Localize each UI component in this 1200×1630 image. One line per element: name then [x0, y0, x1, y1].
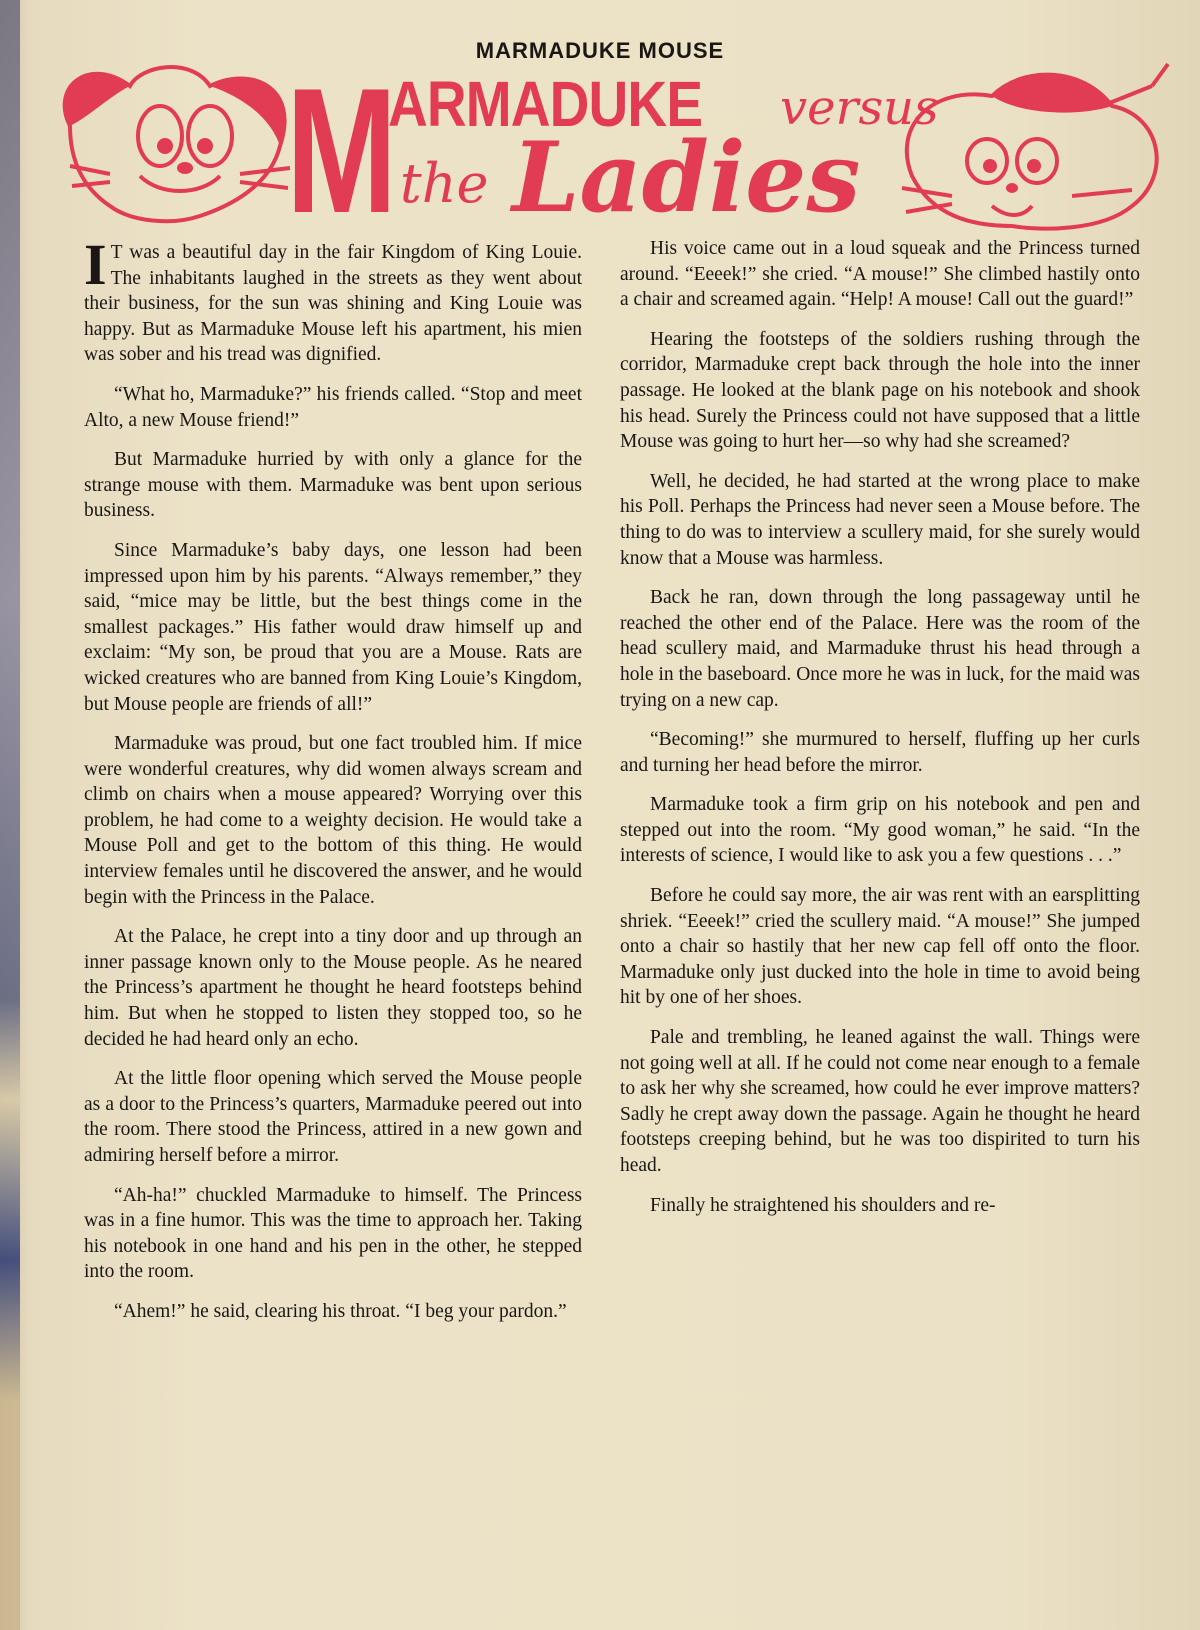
paragraph: I T was a beautiful day in the fair Kingdom of King Louie. The inhabitants laughed in the streets as they went about their business, for the sun was shining and King Louie was happy. But as Marmaduke Mouse left his apartment, his mien was sober and his tread was dignified. — [84, 232, 582, 366]
paragraph: Back he ran, down through the long passageway until he reached the other end of the Palace. Here was the room of the head scullery maid, and Marmaduke thrust his head through a hole in the baseboard. Once more he was in luck, for the maid was trying on a new cap. — [620, 587, 1140, 711]
paragraph: “Ahem!” he said, clearing his throat. “I beg your pardon.” — [114, 1300, 567, 1322]
paragraph: Marmaduke was proud, but one fact troubled him. If mice were wonderful creatures, why did women always scream and climb on chairs when a mouse appeared? Worrying over this problem, he had come to a weighty decision. He would take a Mouse Poll and get to the bottom of this thing. He would interview females until he discovered the answer, and he would begin with the Princess in the Palace. — [84, 733, 582, 908]
paragraph: Since Marmaduke’s baby days, one lesson had been impressed upon him by his parents. “Always remember,” they said, “mice may be little, but the best things come in the smallest packages.” His father would draw himself up and exclaim: “My son, be proud that you are a Mouse. Rats are wicked creatures who are banned from King Louie’s Kingdom, but Mouse people are friends of all!” — [84, 539, 582, 715]
paragraph: Pale and trembling, he leaned against the wall. Things were not going well at all. If he could not come near enough to a female to ask her why she screamed, how could he ever improve matters? Sadly he crept away down the passage. Again he thought he heard footsteps creeping behind, but he was too dispirited to turn his head. — [620, 1027, 1140, 1176]
paragraph: “Becoming!” she murmured to herself, fluffing up her curls and turning her head before the mirror. — [620, 729, 1140, 776]
marmaduke-mouse-illustration — [50, 56, 300, 226]
story-column-left — [84, 232, 582, 1339]
drop-cap: I — [84, 232, 107, 297]
paragraph: His voice came out in a loud squeak and the Princess turned around. “Eeeek!” she cried. “A mouse!” She climbed hastily onto a chair and screamed again. “Help! A mouse! Call out the guard!” — [620, 238, 1140, 311]
title-the: the — [400, 152, 489, 215]
story-column-right — [620, 236, 1140, 1232]
paragraph: At the Palace, he crept into a tiny door and up through an inner passage known only to the Mouse people. As he neared the Princess’s apartment he thought he heard footsteps behind him. But when he stopped to listen they stopped too, so he decided he had heard only an echo. — [84, 926, 582, 1050]
paragraph: But Marmaduke hurried by with only a glance for the strange mouse with them. Marmaduke was bent upon serious business. — [84, 449, 582, 522]
paragraph: Before he could say more, the air was rent with an earsplitting shriek. “Eeeek!” cried the scullery maid. “A mouse!” She jumped onto a chair so hastily that her new cap fell off onto the floor. Marmaduke only just ducked into the hole in time to avoid being hit by one of her shoes. — [620, 885, 1140, 1009]
paragraph: “Ah-ha!” chuckled Marmaduke to himself. The Princess was in a fine humor. This was the time to approach her. Taking his notebook in one hand and his pen in the other, he stepped into the room. — [84, 1184, 582, 1283]
title-ladies: Ladies — [512, 121, 861, 234]
paragraph: At the little floor opening which served the Mouse people as a door to the Princess’s quarters, Marmaduke peered out into the room. There stood the Princess, attired in a new gown and admiring herself before a mirror. — [84, 1068, 582, 1166]
title-versus: versus — [780, 80, 939, 136]
title-marmaduke: ARMADUKE — [388, 68, 703, 140]
title-initial: M — [286, 51, 398, 250]
paragraph: “What ho, Marmaduke?” his friends called. “Stop and meet Alto, a new Mouse friend!” — [84, 383, 582, 431]
paragraph: Marmaduke took a firm grip on his notebook and pen and stepped out into the room. “My good woman,” he said. “In the interests of science, I would like to ask you a few questions . . .” — [620, 794, 1140, 867]
paragraph: Well, he decided, he had started at the wrong place to make his Poll. Perhaps the Princess had never seen a Mouse before. The thing to do was to interview a scullery maid, for she surely would know that a Mouse was harmless. — [620, 470, 1140, 569]
adjacent-page-edge — [0, 0, 20, 1630]
series-heading: MARMADUKE MOUSE — [475, 38, 725, 63]
paragraph: Hearing the footsteps of the soldiers rushing through the corridor, Marmaduke crept back through the hole into the inner passage. He looked at the blank page on his notebook and shook his head. Surely the Princess could not have supposed that a little Mouse was going to hurt her—so why had she screamed? — [620, 328, 1140, 453]
paragraph: Finally he straightened his shoulders and re- — [650, 1194, 996, 1216]
